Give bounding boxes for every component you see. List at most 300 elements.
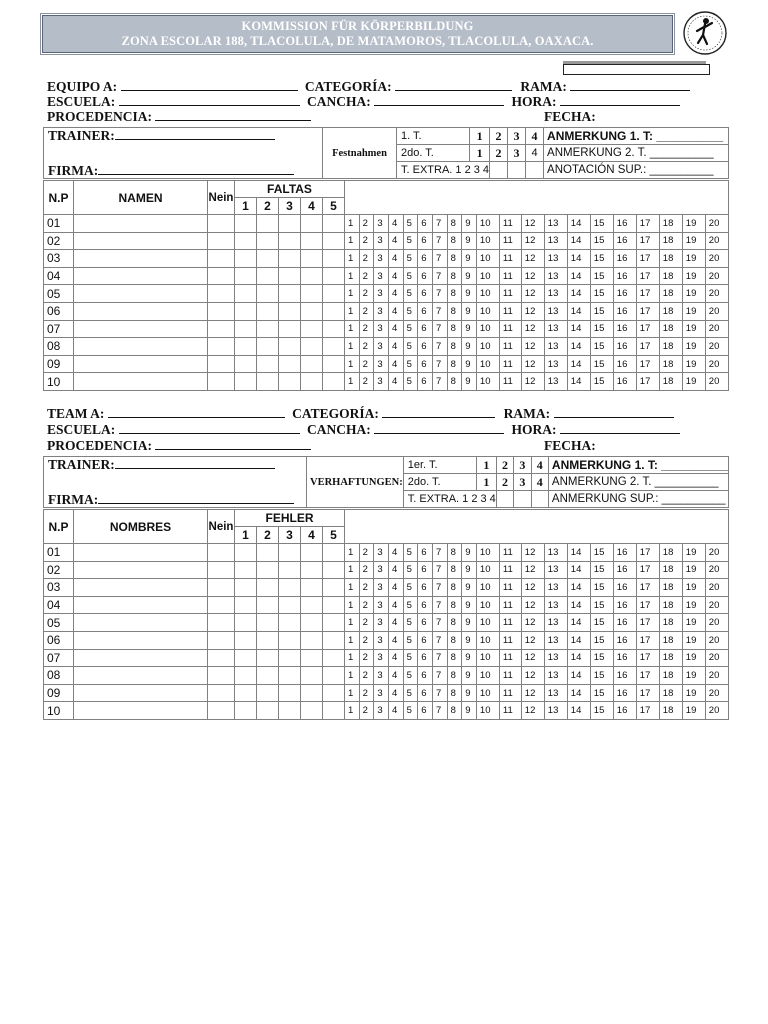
score-cell[interactable]: 17 — [636, 373, 659, 391]
p2-n3[interactable]: 3 — [508, 145, 526, 162]
score-cell[interactable]: 12 — [521, 355, 544, 373]
score-cell[interactable]: 20 — [705, 614, 728, 632]
score-cell[interactable]: 19 — [682, 250, 705, 268]
p1-n2[interactable]: 2 — [490, 128, 508, 145]
score-cell[interactable]: 10 — [476, 373, 499, 391]
score-cell[interactable]: 18 — [659, 649, 682, 667]
score-cell[interactable]: 8 — [447, 579, 462, 597]
score-cell[interactable]: 18 — [659, 614, 682, 632]
score-cell[interactable]: 16 — [613, 614, 636, 632]
score-cell[interactable]: 10 — [476, 302, 499, 320]
score-cell[interactable]: 3 — [374, 684, 389, 702]
foul-cell[interactable] — [257, 561, 279, 579]
score-cell[interactable]: 8 — [447, 631, 462, 649]
signature-field[interactable] — [98, 493, 294, 504]
score-cell[interactable]: 16 — [613, 250, 636, 268]
score-cell[interactable]: 5 — [403, 267, 418, 285]
score-cell[interactable]: 15 — [590, 320, 613, 338]
score-cell[interactable]: 14 — [567, 355, 590, 373]
player-no-cell[interactable] — [208, 232, 235, 250]
score-cell[interactable]: 15 — [590, 302, 613, 320]
score-cell[interactable]: 9 — [462, 355, 477, 373]
score-cell[interactable]: 19 — [682, 320, 705, 338]
score-cell[interactable]: 20 — [705, 544, 728, 562]
score-cell[interactable]: 1 — [345, 684, 360, 702]
score-cell[interactable]: 4 — [388, 215, 403, 233]
score-cell[interactable]: 1 — [345, 373, 360, 391]
score-cell[interactable]: 14 — [567, 338, 590, 356]
score-cell[interactable]: 5 — [403, 631, 418, 649]
score-cell[interactable]: 3 — [374, 631, 389, 649]
foul-cell[interactable] — [323, 355, 345, 373]
foul-cell[interactable] — [301, 579, 323, 597]
score-cell[interactable]: 1 — [345, 596, 360, 614]
foul-cell[interactable] — [301, 702, 323, 720]
score-cell[interactable]: 11 — [499, 649, 521, 667]
score-cell[interactable]: 19 — [682, 614, 705, 632]
score-cell[interactable]: 10 — [476, 338, 499, 356]
score-cell[interactable]: 6 — [418, 649, 433, 667]
score-cell[interactable]: 17 — [636, 702, 659, 720]
score-cell[interactable]: 12 — [521, 250, 544, 268]
score-cell[interactable]: 18 — [659, 250, 682, 268]
player-no-cell[interactable] — [208, 250, 235, 268]
score-cell[interactable]: 2 — [359, 285, 374, 303]
foul-cell[interactable] — [301, 561, 323, 579]
origin-field[interactable] — [155, 110, 311, 121]
score-cell[interactable]: 1 — [345, 355, 360, 373]
foul-cell[interactable] — [279, 338, 301, 356]
score-cell[interactable]: 4 — [388, 355, 403, 373]
foul-cell[interactable] — [323, 373, 345, 391]
score-cell[interactable]: 7 — [432, 250, 447, 268]
score-cell[interactable]: 20 — [705, 702, 728, 720]
score-cell[interactable]: 14 — [567, 320, 590, 338]
team-field[interactable] — [108, 407, 285, 418]
score-cell[interactable]: 11 — [499, 631, 521, 649]
score-cell[interactable]: 2 — [359, 667, 374, 685]
foul-cell[interactable] — [235, 614, 257, 632]
score-cell[interactable]: 17 — [636, 544, 659, 562]
foul-cell[interactable] — [235, 684, 257, 702]
score-cell[interactable]: 19 — [682, 649, 705, 667]
score-cell[interactable]: 4 — [388, 302, 403, 320]
score-cell[interactable]: 11 — [499, 579, 521, 597]
score-cell[interactable]: 14 — [567, 544, 590, 562]
foul-cell[interactable] — [301, 355, 323, 373]
score-cell[interactable]: 13 — [544, 684, 567, 702]
foul-cell[interactable] — [257, 579, 279, 597]
player-no-cell[interactable] — [208, 561, 235, 579]
score-cell[interactable]: 12 — [521, 702, 544, 720]
score-cell[interactable]: 16 — [613, 702, 636, 720]
score-cell[interactable]: 14 — [567, 702, 590, 720]
score-cell[interactable]: 8 — [447, 614, 462, 632]
score-cell[interactable]: 16 — [613, 684, 636, 702]
score-cell[interactable]: 9 — [462, 320, 477, 338]
foul-cell[interactable] — [323, 267, 345, 285]
score-cell[interactable]: 14 — [567, 684, 590, 702]
score-cell[interactable]: 5 — [403, 614, 418, 632]
player-no-cell[interactable] — [208, 614, 235, 632]
score-cell[interactable]: 8 — [447, 667, 462, 685]
score-cell[interactable]: 4 — [388, 579, 403, 597]
score-cell[interactable]: 14 — [567, 561, 590, 579]
score-cell[interactable]: 7 — [432, 579, 447, 597]
score-cell[interactable]: 9 — [462, 649, 477, 667]
score-cell[interactable]: 14 — [567, 215, 590, 233]
foul-cell[interactable] — [301, 596, 323, 614]
score-cell[interactable]: 4 — [388, 649, 403, 667]
score-cell[interactable]: 20 — [705, 267, 728, 285]
score-cell[interactable]: 17 — [636, 250, 659, 268]
school-field[interactable] — [119, 95, 300, 106]
player-name-cell[interactable] — [74, 631, 208, 649]
score-cell[interactable]: 13 — [544, 215, 567, 233]
origin-field[interactable] — [155, 439, 311, 450]
player-name-cell[interactable] — [74, 596, 208, 614]
score-cell[interactable]: 14 — [567, 667, 590, 685]
p1-n4[interactable]: 4 — [526, 128, 544, 145]
score-cell[interactable]: 16 — [613, 667, 636, 685]
signature-field[interactable] — [98, 164, 294, 175]
foul-cell[interactable] — [323, 250, 345, 268]
score-cell[interactable]: 16 — [613, 320, 636, 338]
score-cell[interactable]: 14 — [567, 250, 590, 268]
score-cell[interactable]: 3 — [374, 320, 389, 338]
score-cell[interactable]: 1 — [345, 302, 360, 320]
p2-n1[interactable]: 1 — [476, 474, 496, 491]
score-cell[interactable]: 19 — [682, 667, 705, 685]
score-cell[interactable]: 4 — [388, 320, 403, 338]
score-cell[interactable]: 11 — [499, 338, 521, 356]
score-cell[interactable]: 6 — [418, 232, 433, 250]
player-no-cell[interactable] — [208, 667, 235, 685]
player-name-cell[interactable] — [74, 302, 208, 320]
foul-cell[interactable] — [279, 250, 301, 268]
score-cell[interactable]: 15 — [590, 684, 613, 702]
foul-cell[interactable] — [257, 267, 279, 285]
score-cell[interactable]: 10 — [476, 561, 499, 579]
note-2[interactable]: ANMERKUNG 2. T. __________ — [544, 145, 729, 162]
score-cell[interactable]: 14 — [567, 232, 590, 250]
foul-cell[interactable] — [323, 649, 345, 667]
foul-cell[interactable] — [257, 232, 279, 250]
score-cell[interactable]: 7 — [432, 561, 447, 579]
score-cell[interactable]: 7 — [432, 355, 447, 373]
score-cell[interactable]: 1 — [345, 215, 360, 233]
score-cell[interactable]: 18 — [659, 667, 682, 685]
score-cell[interactable]: 3 — [374, 373, 389, 391]
score-cell[interactable]: 12 — [521, 667, 544, 685]
foul-cell[interactable] — [235, 250, 257, 268]
score-cell[interactable]: 7 — [432, 232, 447, 250]
score-cell[interactable]: 20 — [705, 649, 728, 667]
score-cell[interactable]: 11 — [499, 250, 521, 268]
foul-cell[interactable] — [323, 561, 345, 579]
score-cell[interactable]: 16 — [613, 596, 636, 614]
score-cell[interactable]: 9 — [462, 250, 477, 268]
score-cell[interactable]: 3 — [374, 614, 389, 632]
score-cell[interactable]: 20 — [705, 579, 728, 597]
score-cell[interactable]: 1 — [345, 320, 360, 338]
score-cell[interactable]: 8 — [447, 596, 462, 614]
score-cell[interactable]: 18 — [659, 267, 682, 285]
foul-cell[interactable] — [279, 355, 301, 373]
score-cell[interactable]: 11 — [499, 667, 521, 685]
score-cell[interactable]: 19 — [682, 561, 705, 579]
score-cell[interactable]: 6 — [418, 684, 433, 702]
score-cell[interactable]: 9 — [462, 667, 477, 685]
score-cell[interactable]: 3 — [374, 250, 389, 268]
foul-cell[interactable] — [301, 614, 323, 632]
score-cell[interactable]: 6 — [418, 320, 433, 338]
score-cell[interactable]: 13 — [544, 285, 567, 303]
score-cell[interactable]: 15 — [590, 561, 613, 579]
score-cell[interactable]: 17 — [636, 596, 659, 614]
score-cell[interactable]: 8 — [447, 215, 462, 233]
player-no-cell[interactable] — [208, 338, 235, 356]
foul-cell[interactable] — [279, 561, 301, 579]
score-cell[interactable]: 6 — [418, 561, 433, 579]
foul-cell[interactable] — [301, 684, 323, 702]
score-cell[interactable]: 12 — [521, 561, 544, 579]
score-cell[interactable]: 7 — [432, 215, 447, 233]
player-no-cell[interactable] — [208, 631, 235, 649]
score-cell[interactable]: 12 — [521, 596, 544, 614]
score-cell[interactable]: 11 — [499, 302, 521, 320]
score-cell[interactable]: 15 — [590, 338, 613, 356]
score-cell[interactable]: 17 — [636, 667, 659, 685]
score-cell[interactable]: 20 — [705, 215, 728, 233]
score-cell[interactable]: 15 — [590, 596, 613, 614]
score-cell[interactable]: 2 — [359, 684, 374, 702]
score-cell[interactable]: 6 — [418, 579, 433, 597]
score-cell[interactable]: 3 — [374, 544, 389, 562]
score-cell[interactable]: 17 — [636, 320, 659, 338]
score-cell[interactable]: 5 — [403, 250, 418, 268]
score-cell[interactable]: 17 — [636, 614, 659, 632]
score-cell[interactable]: 17 — [636, 285, 659, 303]
player-no-cell[interactable] — [208, 579, 235, 597]
player-name-cell[interactable] — [74, 544, 208, 562]
score-cell[interactable]: 19 — [682, 215, 705, 233]
score-cell[interactable]: 10 — [476, 544, 499, 562]
foul-cell[interactable] — [235, 285, 257, 303]
score-cell[interactable]: 2 — [359, 232, 374, 250]
score-cell[interactable]: 15 — [590, 250, 613, 268]
score-cell[interactable]: 3 — [374, 596, 389, 614]
score-cell[interactable]: 17 — [636, 338, 659, 356]
score-cell[interactable]: 18 — [659, 373, 682, 391]
score-cell[interactable]: 17 — [636, 684, 659, 702]
player-no-cell[interactable] — [208, 596, 235, 614]
score-cell[interactable]: 2 — [359, 614, 374, 632]
score-cell[interactable]: 5 — [403, 667, 418, 685]
foul-cell[interactable] — [279, 631, 301, 649]
score-cell[interactable]: 9 — [462, 544, 477, 562]
score-cell[interactable]: 11 — [499, 232, 521, 250]
score-cell[interactable]: 2 — [359, 702, 374, 720]
score-cell[interactable]: 12 — [521, 579, 544, 597]
score-cell[interactable]: 11 — [499, 320, 521, 338]
score-cell[interactable]: 4 — [388, 338, 403, 356]
score-cell[interactable]: 14 — [567, 285, 590, 303]
score-cell[interactable]: 4 — [388, 285, 403, 303]
score-cell[interactable]: 20 — [705, 250, 728, 268]
foul-cell[interactable] — [235, 561, 257, 579]
score-cell[interactable]: 19 — [682, 684, 705, 702]
score-cell[interactable]: 14 — [567, 579, 590, 597]
score-cell[interactable]: 1 — [345, 631, 360, 649]
score-cell[interactable]: 6 — [418, 667, 433, 685]
score-cell[interactable]: 19 — [682, 302, 705, 320]
score-cell[interactable]: 1 — [345, 338, 360, 356]
foul-cell[interactable] — [323, 232, 345, 250]
score-cell[interactable]: 15 — [590, 702, 613, 720]
score-cell[interactable]: 18 — [659, 596, 682, 614]
player-name-cell[interactable] — [74, 561, 208, 579]
foul-cell[interactable] — [323, 702, 345, 720]
score-cell[interactable]: 19 — [682, 631, 705, 649]
score-cell[interactable]: 6 — [418, 373, 433, 391]
score-cell[interactable]: 3 — [374, 267, 389, 285]
score-cell[interactable]: 20 — [705, 355, 728, 373]
score-cell[interactable]: 12 — [521, 373, 544, 391]
score-cell[interactable]: 18 — [659, 285, 682, 303]
foul-cell[interactable] — [235, 702, 257, 720]
score-cell[interactable]: 17 — [636, 232, 659, 250]
score-cell[interactable]: 9 — [462, 561, 477, 579]
foul-cell[interactable] — [279, 614, 301, 632]
score-cell[interactable]: 16 — [613, 215, 636, 233]
score-cell[interactable]: 1 — [345, 544, 360, 562]
score-cell[interactable]: 1 — [345, 285, 360, 303]
foul-cell[interactable] — [235, 355, 257, 373]
foul-cell[interactable] — [257, 702, 279, 720]
score-cell[interactable]: 13 — [544, 355, 567, 373]
player-name-cell[interactable] — [74, 684, 208, 702]
score-cell[interactable]: 12 — [521, 302, 544, 320]
score-cell[interactable]: 3 — [374, 338, 389, 356]
foul-cell[interactable] — [257, 667, 279, 685]
score-cell[interactable]: 16 — [613, 373, 636, 391]
p2-n1[interactable]: 1 — [470, 145, 490, 162]
score-cell[interactable]: 9 — [462, 579, 477, 597]
note-3[interactable]: ANMERKUNG SUP.: __________ — [548, 491, 728, 508]
player-name-cell[interactable] — [74, 320, 208, 338]
score-cell[interactable]: 13 — [544, 596, 567, 614]
score-cell[interactable]: 18 — [659, 702, 682, 720]
score-cell[interactable]: 20 — [705, 302, 728, 320]
score-cell[interactable]: 8 — [447, 250, 462, 268]
score-cell[interactable]: 9 — [462, 302, 477, 320]
player-no-cell[interactable] — [208, 649, 235, 667]
foul-cell[interactable] — [257, 614, 279, 632]
foul-cell[interactable] — [323, 667, 345, 685]
p1-n3[interactable]: 3 — [508, 128, 526, 145]
score-cell[interactable]: 7 — [432, 302, 447, 320]
score-cell[interactable]: 12 — [521, 215, 544, 233]
foul-cell[interactable] — [301, 373, 323, 391]
foul-cell[interactable] — [279, 302, 301, 320]
foul-cell[interactable] — [257, 355, 279, 373]
score-cell[interactable]: 5 — [403, 684, 418, 702]
score-cell[interactable]: 20 — [705, 373, 728, 391]
player-no-cell[interactable] — [208, 320, 235, 338]
foul-cell[interactable] — [257, 684, 279, 702]
p1-n1[interactable]: 1 — [476, 457, 496, 474]
foul-cell[interactable] — [257, 631, 279, 649]
score-cell[interactable]: 11 — [499, 596, 521, 614]
score-cell[interactable]: 16 — [613, 338, 636, 356]
score-cell[interactable]: 13 — [544, 250, 567, 268]
foul-cell[interactable] — [235, 338, 257, 356]
score-cell[interactable]: 9 — [462, 702, 477, 720]
score-cell[interactable]: 13 — [544, 614, 567, 632]
score-cell[interactable]: 1 — [345, 702, 360, 720]
score-cell[interactable]: 1 — [345, 667, 360, 685]
foul-cell[interactable] — [257, 338, 279, 356]
score-cell[interactable]: 19 — [682, 338, 705, 356]
score-cell[interactable]: 15 — [590, 631, 613, 649]
score-cell[interactable]: 3 — [374, 215, 389, 233]
score-cell[interactable]: 7 — [432, 267, 447, 285]
foul-cell[interactable] — [257, 373, 279, 391]
score-cell[interactable]: 18 — [659, 232, 682, 250]
score-cell[interactable]: 4 — [388, 667, 403, 685]
player-no-cell[interactable] — [208, 355, 235, 373]
score-cell[interactable]: 19 — [682, 596, 705, 614]
score-cell[interactable]: 18 — [659, 320, 682, 338]
player-name-cell[interactable] — [74, 649, 208, 667]
foul-cell[interactable] — [235, 667, 257, 685]
player-no-cell[interactable] — [208, 373, 235, 391]
score-cell[interactable]: 10 — [476, 667, 499, 685]
score-cell[interactable]: 11 — [499, 561, 521, 579]
score-cell[interactable]: 2 — [359, 649, 374, 667]
foul-cell[interactable] — [257, 215, 279, 233]
score-cell[interactable]: 16 — [613, 544, 636, 562]
score-cell[interactable]: 16 — [613, 561, 636, 579]
p1-n2[interactable]: 2 — [496, 457, 513, 474]
player-no-cell[interactable] — [208, 267, 235, 285]
score-cell[interactable]: 17 — [636, 631, 659, 649]
p2-n4[interactable]: 4 — [531, 474, 548, 491]
score-cell[interactable]: 8 — [447, 544, 462, 562]
player-name-cell[interactable] — [74, 579, 208, 597]
score-cell[interactable]: 3 — [374, 285, 389, 303]
foul-cell[interactable] — [279, 267, 301, 285]
score-cell[interactable]: 7 — [432, 649, 447, 667]
foul-cell[interactable] — [279, 544, 301, 562]
player-no-cell[interactable] — [208, 215, 235, 233]
score-cell[interactable]: 20 — [705, 631, 728, 649]
score-cell[interactable]: 12 — [521, 684, 544, 702]
score-cell[interactable]: 4 — [388, 544, 403, 562]
score-cell[interactable]: 6 — [418, 285, 433, 303]
score-cell[interactable]: 9 — [462, 373, 477, 391]
score-cell[interactable]: 18 — [659, 684, 682, 702]
score-cell[interactable]: 15 — [590, 215, 613, 233]
score-cell[interactable]: 3 — [374, 561, 389, 579]
score-cell[interactable]: 7 — [432, 285, 447, 303]
score-cell[interactable]: 12 — [521, 320, 544, 338]
score-cell[interactable]: 2 — [359, 631, 374, 649]
score-cell[interactable]: 18 — [659, 302, 682, 320]
foul-cell[interactable] — [279, 649, 301, 667]
score-cell[interactable]: 19 — [682, 702, 705, 720]
